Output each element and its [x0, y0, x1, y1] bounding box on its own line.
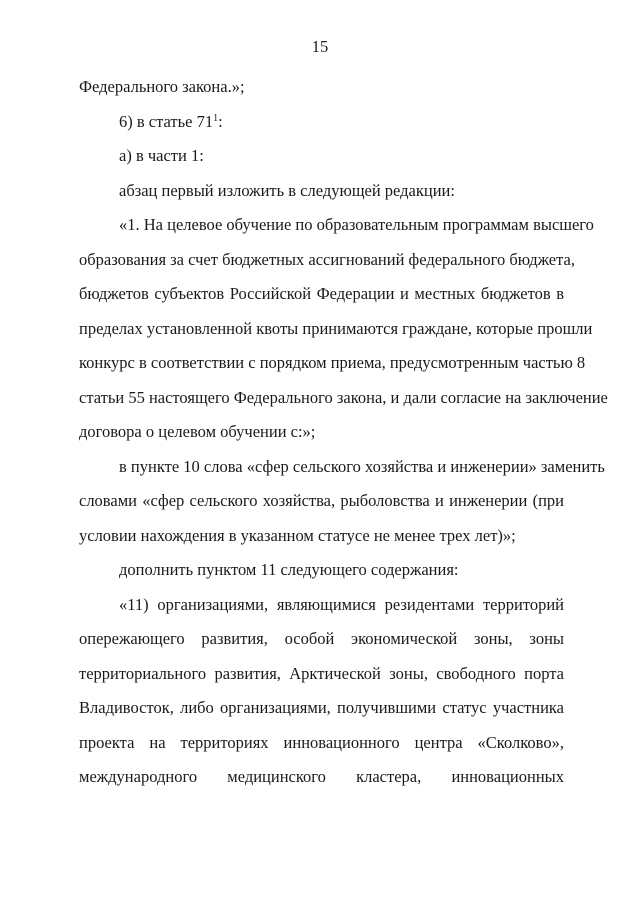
text-line: абзац первый изложить в следующей редакции:: [119, 180, 455, 200]
text-line: Владивосток, либо организациями, получившими статус участника: [79, 698, 564, 717]
text-fragment: 6) в статье 71: [119, 111, 214, 131]
text-line: договора о целевом обучении с:»;: [79, 422, 316, 441]
text-line: территориального развития, Арктической зоны, свободного порта: [79, 663, 564, 683]
text-line: опережающего развития, особой экономической зоны, зоны: [79, 629, 564, 648]
text-line: проекта на территориях инновационного центра «Сколково»,: [79, 732, 564, 752]
text-line: «11) организациями, являющимися резидентами территорий: [119, 594, 564, 614]
text-line: пределах установленной квоты принимаются граждане, которые прошли: [79, 318, 593, 338]
text-line: образования за счет бюджетных ассигнований федерального бюджета,: [79, 249, 575, 269]
text-line: конкурс в соответствии с порядком приема, предусмотренным частью 8: [79, 353, 586, 372]
text-line: словами «сфер сельского хозяйства, рыболовства и инженерии (при: [79, 491, 564, 510]
text-line: статьи 55 настоящего Федерального закона, и дали согласие на заключение: [79, 387, 608, 407]
page-number: 15: [311, 37, 329, 56]
text-line: дополнить пунктом 11 следующего содержания:: [119, 560, 459, 579]
text-line: [79, 105, 564, 140]
text-line: в пункте 10 слова «сфер сельского хозяйства и инженерии» заменить: [119, 456, 605, 476]
text-line: «1. На целевое обучение по образовательным программам высшего: [119, 215, 594, 234]
text-line: а) в части 1:: [119, 146, 204, 165]
text-line: условии нахождения в указанном статусе не менее трех лет)»;: [79, 525, 516, 545]
document-body: [79, 70, 608, 795]
superscript: 1: [213, 112, 219, 124]
text-line: Федерального закона.»;: [79, 77, 245, 96]
text-fragment: :: [218, 111, 223, 131]
text-line: международного медицинского кластера, инновационных: [79, 767, 564, 786]
text-line: бюджетов субъектов Российской Федерации и местных бюджетов в: [79, 284, 564, 303]
